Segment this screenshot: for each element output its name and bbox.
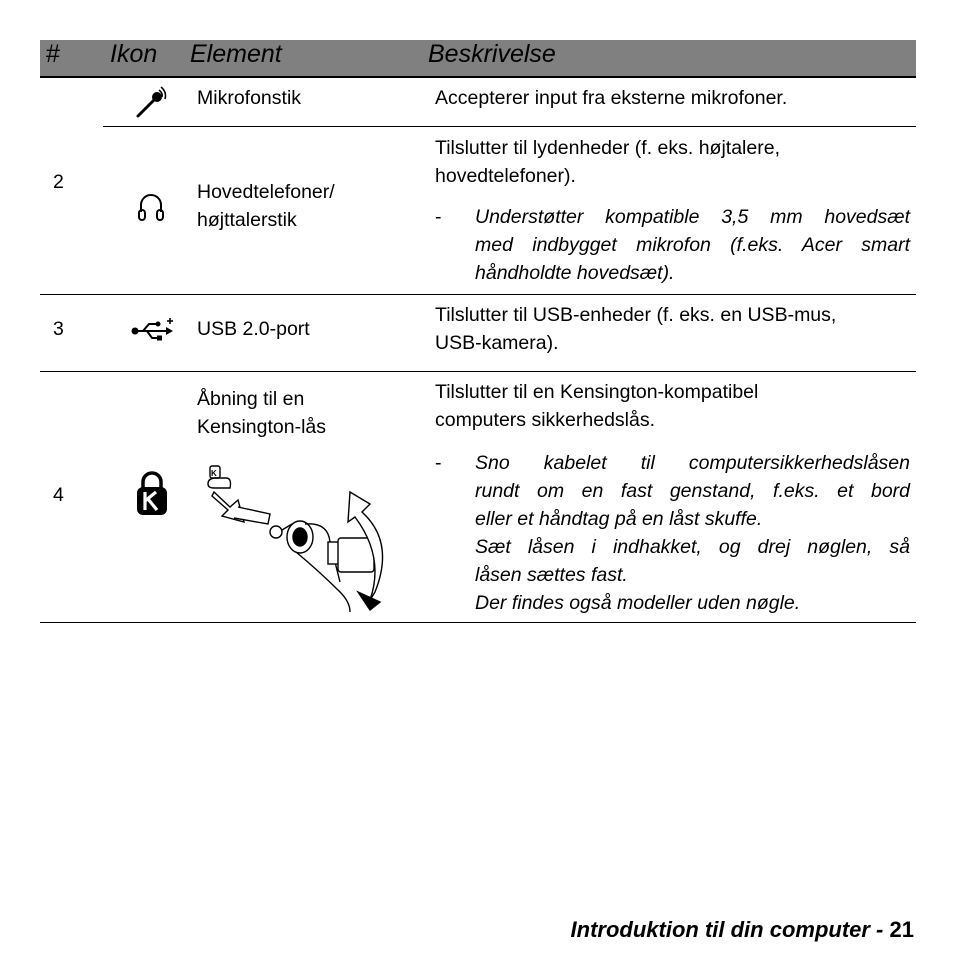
- row-2-element-line2: højttalerstik: [197, 209, 297, 231]
- row-4-bullet-line6: Der findes også modeller uden nøgle.: [475, 592, 801, 614]
- row-4-description-line1: Tilslutter til en Kensington-kompatibel: [435, 381, 759, 403]
- row-4-bullet-line5: låsen sættes fast.: [475, 564, 628, 586]
- row-4-bullet: - Sno kabelet til computersikkerhedslåsen rundt om en fast genstand, f.eks. et bord eller et håndtag på en låst skuffe. Sæt låsen i indhakket, og drej nøglen, så låsen sættes fast. Der findes også modeller uden nøgle.: [435, 449, 911, 619]
- row-2-description: [435, 134, 900, 190]
- row-3-description-line1: Tilslutter til USB-enheder (f. eks. en USB-mus,: [435, 304, 837, 326]
- row-2-bullet-line2: med indbygget mikrofon (f.eks. Acer smart: [475, 234, 910, 256]
- footer-title: Introduktion til din computer -: [570, 917, 884, 942]
- headphones-icon: [136, 190, 166, 229]
- header-num: #: [46, 40, 60, 68]
- kensington-lock-icon: [134, 470, 170, 523]
- row-4-element-line2: Kensington-lås: [197, 416, 326, 438]
- row-2-description-line1: Tilslutter til lydenheder (f. eks. højtalere,: [435, 137, 780, 159]
- header-description: Beskrivelse: [428, 40, 556, 68]
- table-header: [40, 40, 916, 78]
- page-footer: [571, 915, 914, 945]
- row-4-element-line1: Åbning til en: [197, 388, 305, 410]
- row-2-element: [197, 178, 335, 234]
- row-4-element: [197, 385, 326, 441]
- row-3-description: [435, 301, 900, 357]
- row-4-description: [435, 378, 900, 434]
- header-icon: Ikon: [110, 40, 158, 68]
- row-3-element: USB 2.0-port: [197, 318, 310, 340]
- row-2-num: 2: [53, 171, 64, 193]
- row-2-description-line2: hovedtelefoner).: [435, 165, 576, 187]
- row-divider: [103, 126, 916, 127]
- row-3-description-line2: USB-kamera).: [435, 332, 559, 354]
- row-3-num: 3: [53, 318, 64, 340]
- kensington-lock-illustration: [200, 462, 400, 619]
- row-4-description-line2: computers sikkerhedslås.: [435, 409, 656, 431]
- row-divider: [40, 294, 916, 295]
- row-4-bullet-line1: Sno kabelet til computersikkerhedslåsen: [475, 452, 910, 474]
- row-2-bullet-line3: håndholdte hovedsæt).: [475, 262, 675, 284]
- row-2-bullet: - Understøtter kompatible 3,5 mm hovedsæt med indbygget mikrofon (f.eks. Acer smart håndholdte hovedsæt).: [435, 203, 911, 289]
- svg-text:K: K: [211, 469, 217, 478]
- row-mic-element: Mikrofonstik: [197, 87, 302, 109]
- row-divider: [40, 371, 916, 372]
- header-element: Element: [190, 40, 282, 68]
- row-4-bullet-line3: eller et håndtag på en låst skuffe.: [475, 508, 763, 530]
- row-2-element-line1: Hovedtelefoner/: [197, 181, 335, 203]
- page-number: 21: [889, 917, 914, 942]
- usb-icon: [130, 316, 176, 351]
- row-4-num: 4: [53, 484, 64, 506]
- row-2-bullet-line1: Understøtter kompatible 3,5 mm hovedsæt: [475, 206, 910, 228]
- table-bottom-rule: [40, 622, 916, 623]
- microphone-icon: [134, 84, 170, 125]
- row-4-bullet-line4: Sæt låsen i indhakket, og drej nøglen, så: [475, 536, 910, 558]
- row-mic-description: Accepterer input fra eksterne mikrofoner.: [435, 87, 788, 109]
- row-4-bullet-line2: rundt om en fast genstand, f.eks. et bord: [475, 480, 910, 502]
